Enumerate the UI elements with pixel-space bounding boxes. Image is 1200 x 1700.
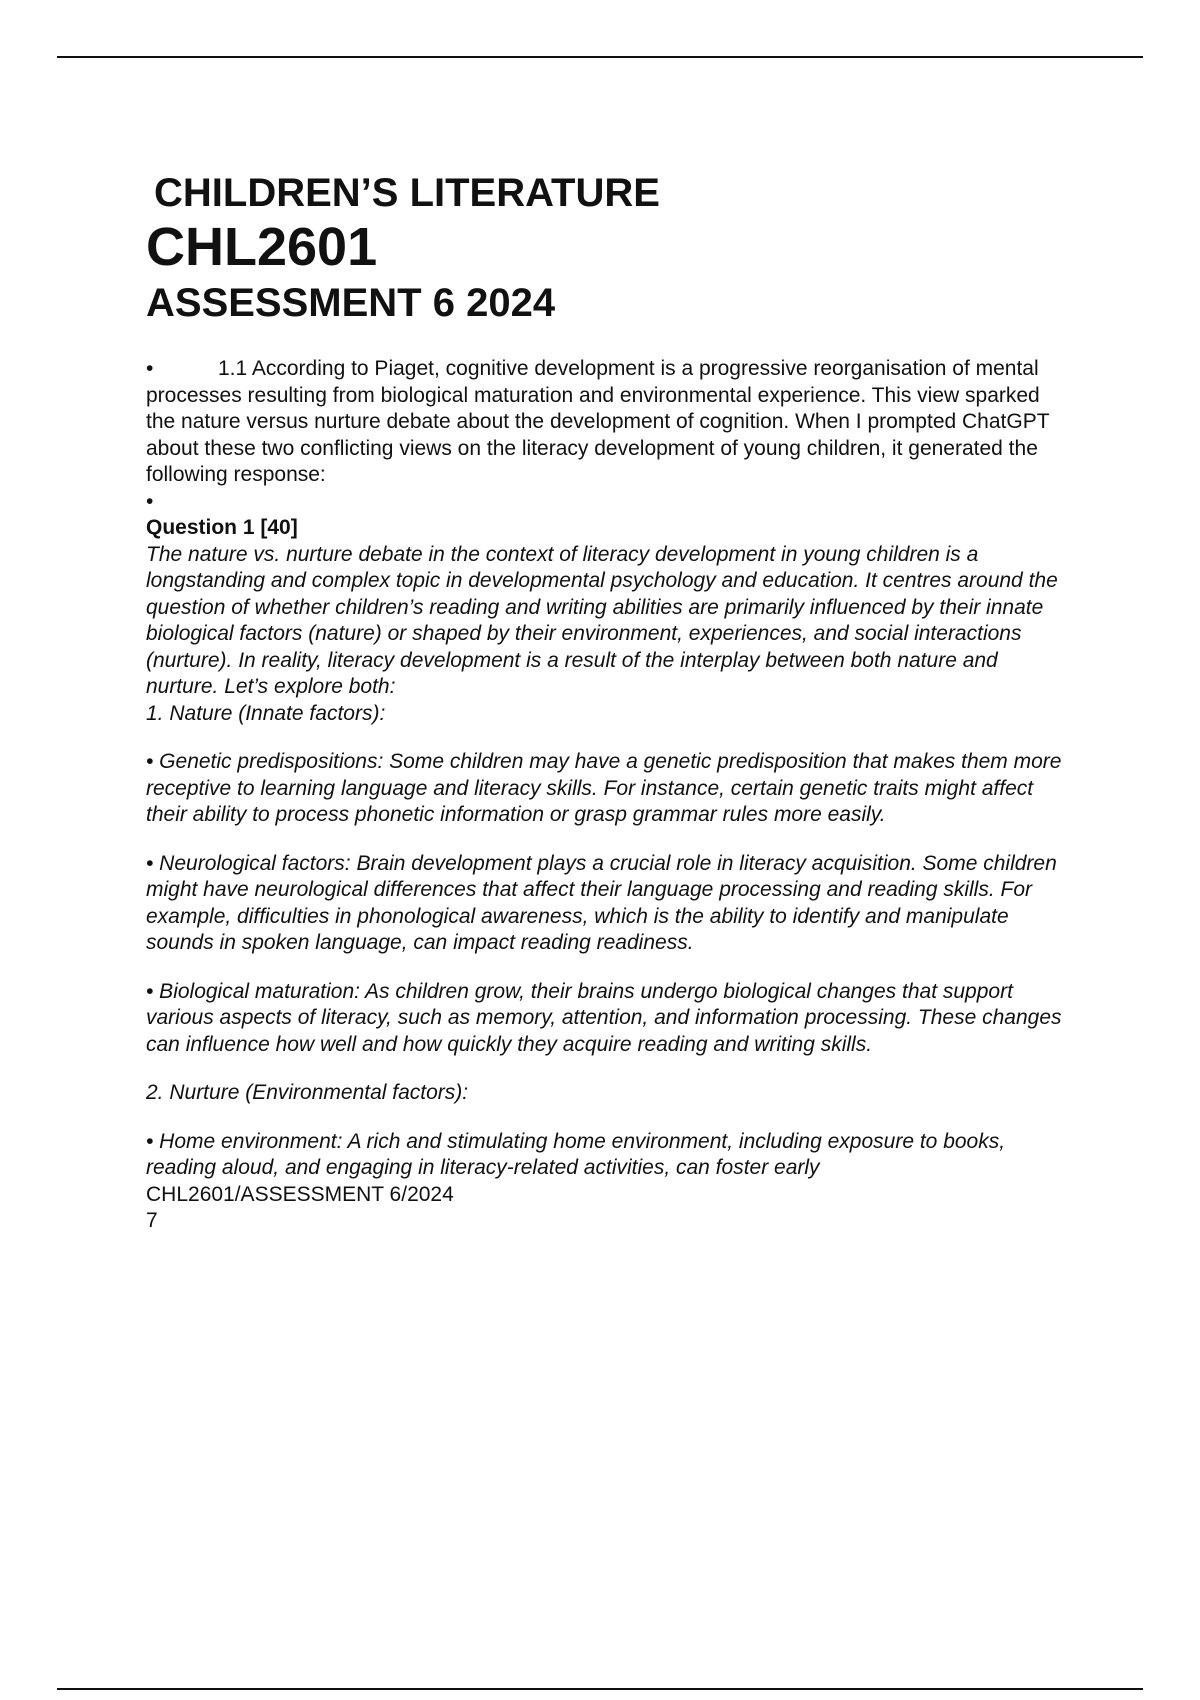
nature-point-biological: • Biological maturation: As children grow, their brains undergo biological changes that support various aspects of literacy, such as memory, attention, and information processing. These changes can influence how well and how quickly they acquire reading and writing skills. xyxy=(146,979,1062,1056)
intro-text: 1.1 According to Piaget, cognitive development is a progressive reorganisation of mental processes resulting from biological maturation and environmental experience. This view sparked the nature versus nurture debate about the development of cognition. When I prompted ChatGPT about these two conflicting views on the literacy development of young children, it generated the following response: xyxy=(146,357,1050,486)
bottom-rule xyxy=(57,1688,1143,1690)
question-opening: The nature vs. nurture debate in the context of literacy development in young children is a longstanding and complex topic in developmental psychology and education. It centres around the question of whether children’s reading and writing abilities are primarily influenced by their innate biological factors (nature) or shaped by their environment, experiences, and social interactions (nurture). In reality, literacy development is a result of the interplay between both nature and nurture. Let’s explore both: xyxy=(146,542,1058,698)
nature-point-neurological: • Neurological factors: Brain development plays a crucial role in literacy acquisition. Some children might have neurological differences that affect their language processing and reading skills. For example, difficulties in phonological awareness, which is the ability to identify and manipulate sounds in spoken language, can impact reading readiness. xyxy=(146,851,1057,954)
top-rule xyxy=(57,56,1143,58)
bullet-icon: • xyxy=(146,357,154,380)
nature-heading: 1. Nature (Innate factors): xyxy=(146,701,386,725)
trailing-bullet: • xyxy=(146,489,154,513)
document-page xyxy=(146,170,1066,1235)
intro-paragraph xyxy=(146,356,1066,489)
nurture-heading: 2. Nurture (Environmental factors): xyxy=(146,1081,469,1104)
assessment-title: ASSESSMENT 6 2024 xyxy=(146,281,556,325)
footer-reference: CHL2601/ASSESSMENT 6/2024 xyxy=(146,1182,454,1206)
page-number: 7 xyxy=(146,1209,158,1232)
question-heading: Question 1 [40] xyxy=(146,516,298,539)
course-name: CHILDREN’S LITERATURE xyxy=(154,171,660,215)
nature-point-genetic: • Genetic predispositions: Some children may have a genetic predisposition that makes them more receptive to learning language and literacy skills. For instance, certain genetic traits might affect their ability to process phonetic information or grasp grammar rules more easily. xyxy=(146,750,1062,826)
course-code: CHL2601 xyxy=(146,217,378,277)
nurture-point-home: • Home environment: A rich and stimulating home environment, including exposure to books, reading aloud, and engaging in literacy-related activities, can foster early xyxy=(146,1129,1006,1179)
